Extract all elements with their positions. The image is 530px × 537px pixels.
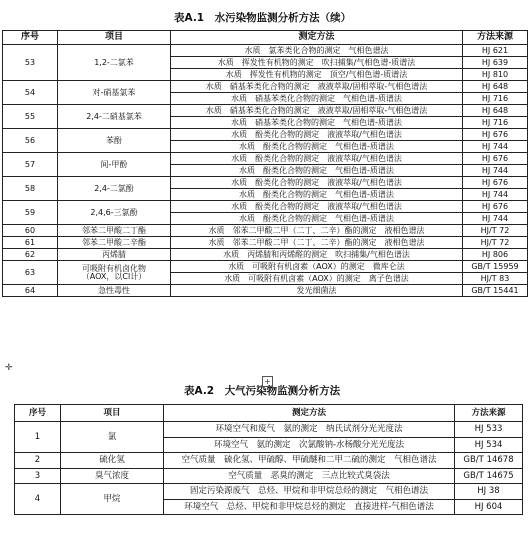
item-name bbox=[58, 201, 171, 225]
item-label: 2,4-二硝基氯苯 bbox=[86, 111, 142, 121]
table-row bbox=[3, 201, 528, 213]
source-cell: HJ 744 bbox=[463, 141, 528, 153]
method-cell: 水质 邻苯二甲酸二甲（二丁、二辛）酯的测定 液相色谱法 bbox=[171, 225, 463, 237]
row-number: 3 bbox=[15, 468, 61, 484]
table-row bbox=[3, 153, 528, 165]
table-row bbox=[3, 105, 528, 117]
column-header: 项目 bbox=[61, 405, 164, 422]
table2-title: 表A.2 大气污染物监测分析方法 bbox=[184, 385, 341, 397]
item-label: 邻苯二甲酸二丁酯 bbox=[82, 225, 146, 235]
item-label: 2,4-二氯酚 bbox=[94, 183, 134, 193]
item-name bbox=[58, 285, 171, 297]
table-row bbox=[15, 422, 523, 438]
method-cell: 环境空气 氨的测定 次氯酸钠-水杨酸分光光度法 bbox=[164, 437, 455, 453]
header-row bbox=[15, 405, 523, 422]
source-cell: HJ 38 bbox=[455, 484, 523, 500]
table-row bbox=[3, 177, 528, 189]
item-label: 甲烷 bbox=[103, 493, 121, 504]
item-name bbox=[58, 177, 171, 201]
table-row bbox=[3, 45, 528, 57]
source-cell: HJ 810 bbox=[463, 69, 528, 81]
row-number: 62 bbox=[3, 249, 58, 261]
item-name bbox=[58, 129, 171, 153]
source-cell: HJ 676 bbox=[463, 177, 528, 189]
source-cell: HJ 676 bbox=[463, 201, 528, 213]
column-header: 项目 bbox=[58, 31, 171, 45]
method-cell: 水质 可吸附有机卤素（AOX）的测定 离子色谱法 bbox=[171, 273, 463, 285]
method-cell: 水质 挥发性有机物的测定 吹扫捕集/气相色谱-质谱法 bbox=[171, 57, 463, 69]
source-cell: HJ 716 bbox=[463, 93, 528, 105]
row-number: 57 bbox=[3, 153, 58, 177]
row-number: 1 bbox=[15, 422, 61, 453]
column-header: 测定方法 bbox=[164, 405, 455, 422]
row-number: 60 bbox=[3, 225, 58, 237]
source-cell: HJ 676 bbox=[463, 153, 528, 165]
method-cell: 水质 可吸附有机卤素（AOX）的测定 微库仑法 bbox=[171, 261, 463, 273]
item-label: 丙烯腈 bbox=[102, 249, 126, 259]
move-cross-icon[interactable]: ✛ bbox=[5, 363, 13, 373]
source-cell: GB/T 15959 bbox=[463, 261, 528, 273]
table-row bbox=[3, 225, 528, 237]
table-row bbox=[15, 484, 523, 500]
method-cell: 水质 硝基苯类化合物的测定 液液萃取/固相萃取-气相色谱法 bbox=[171, 105, 463, 117]
item-name bbox=[61, 453, 164, 469]
item-name bbox=[58, 153, 171, 177]
item-label: 硫化氢 bbox=[99, 455, 125, 465]
table-row bbox=[3, 261, 528, 273]
item-label: 对-硝基氯苯 bbox=[92, 87, 136, 97]
item-name bbox=[58, 261, 171, 285]
source-cell: GB/T 14678 bbox=[455, 453, 523, 469]
source-cell: HJ 744 bbox=[463, 213, 528, 225]
row-number: 4 bbox=[15, 484, 61, 515]
table-row bbox=[15, 468, 523, 484]
method-cell: 空气质量 恶臭的测定 三点比较式臭袋法 bbox=[164, 468, 455, 484]
method-cell: 空气质量 硫化氢、甲硫醇、甲硫醚和二甲二硫的测定 气相色谱法 bbox=[164, 453, 455, 469]
method-cell: 水质 硝基苯类化合物的测定 气相色谱-质谱法 bbox=[171, 117, 463, 129]
column-header: 序号 bbox=[3, 31, 58, 45]
source-cell: HJ 648 bbox=[463, 81, 528, 93]
method-cell: 水质 酚类化合物的测定 气相色谱-质谱法 bbox=[171, 165, 463, 177]
row-number: 58 bbox=[3, 177, 58, 201]
method-cell: 水质 邻苯二甲酸二甲（二丁、二辛）酯的测定 液相色谱法 bbox=[171, 237, 463, 249]
source-cell: HJ 533 bbox=[455, 422, 523, 438]
method-cell: 水质 挥发性有机物的测定 顶空/气相色谱-质谱法 bbox=[171, 69, 463, 81]
source-cell: HJ 716 bbox=[463, 117, 528, 129]
table1-title: 表A.1 水污染物监测分析方法（续） bbox=[174, 12, 352, 24]
method-cell: 水质 酚类化合物的测定 液液萃取/气相色谱法 bbox=[171, 129, 463, 141]
table-row bbox=[3, 129, 528, 141]
air-methods-table bbox=[14, 404, 523, 515]
method-cell: 水质 氯苯类化合物的测定 气相色谱法 bbox=[171, 45, 463, 57]
source-cell: HJ 806 bbox=[463, 249, 528, 261]
source-cell: HJ 534 bbox=[455, 437, 523, 453]
row-number: 63 bbox=[3, 261, 58, 285]
source-cell: GB/T 14675 bbox=[455, 468, 523, 484]
method-cell: 水质 丙烯腈和丙烯醛的测定 吹扫捕集/气相色谱法 bbox=[171, 249, 463, 261]
method-cell: 水质 酚类化合物的测定 液液萃取/气相色谱法 bbox=[171, 153, 463, 165]
column-header: 方法来源 bbox=[463, 31, 528, 45]
table-row bbox=[3, 249, 528, 261]
item-name bbox=[58, 105, 171, 129]
table-row bbox=[3, 81, 528, 93]
source-cell: HJ 648 bbox=[463, 105, 528, 117]
source-cell: HJ/T 72 bbox=[463, 225, 528, 237]
row-number: 59 bbox=[3, 201, 58, 225]
item-name bbox=[58, 249, 171, 261]
item-label: 苯酚 bbox=[106, 135, 122, 145]
column-header: 序号 bbox=[15, 405, 61, 422]
item-name bbox=[58, 237, 171, 249]
item-name bbox=[58, 45, 171, 81]
row-number: 64 bbox=[3, 285, 58, 297]
water-methods-table bbox=[2, 30, 528, 297]
header-row bbox=[3, 31, 528, 45]
item-label: 可吸附有机卤化物 bbox=[82, 263, 146, 273]
item-label: 1,2-二氯苯 bbox=[94, 57, 134, 67]
row-number: 2 bbox=[15, 453, 61, 469]
item-label: 邻苯二甲酸二辛酯 bbox=[82, 237, 146, 247]
item-label: 急性毒性 bbox=[98, 285, 130, 295]
column-header: 测定方法 bbox=[171, 31, 463, 45]
method-cell: 水质 酚类化合物的测定 气相色谱-质谱法 bbox=[171, 141, 463, 153]
item-name bbox=[61, 468, 164, 484]
method-cell: 水质 酚类化合物的测定 气相色谱-质谱法 bbox=[171, 189, 463, 201]
row-number: 55 bbox=[3, 105, 58, 129]
method-cell: 固定污染源废气 总烃、甲烷和非甲烷总烃的测定 气相色谱法 bbox=[164, 484, 455, 500]
method-cell: 环境空气和废气 氨的测定 纳氏试剂分光光度法 bbox=[164, 422, 455, 438]
item-name bbox=[61, 484, 164, 515]
table-row bbox=[3, 285, 528, 297]
table-row bbox=[15, 453, 523, 469]
source-cell: HJ 621 bbox=[463, 45, 528, 57]
source-cell: GB/T 15441 bbox=[463, 285, 528, 297]
method-cell: 水质 酚类化合物的测定 液液萃取/气相色谱法 bbox=[171, 177, 463, 189]
row-number: 56 bbox=[3, 129, 58, 153]
method-cell: 水质 硝基苯类化合物的测定 气相色谱-质谱法 bbox=[171, 93, 463, 105]
row-number: 54 bbox=[3, 81, 58, 105]
item-label: 2,4,6-三氯酚 bbox=[90, 207, 138, 217]
item-sublabel: （AOX，以Cl计） bbox=[81, 271, 147, 281]
method-cell: 水质 硝基苯类化合物的测定 液液萃取/固相萃取-气相色谱法 bbox=[171, 81, 463, 93]
source-cell: HJ 744 bbox=[463, 165, 528, 177]
item-name bbox=[58, 225, 171, 237]
source-cell: HJ 604 bbox=[455, 499, 523, 515]
item-name bbox=[61, 422, 164, 453]
source-cell: HJ/T 83 bbox=[463, 273, 528, 285]
method-cell: 发光细菌法 bbox=[171, 285, 463, 297]
item-label: 臭气浓度 bbox=[94, 470, 129, 481]
source-cell: HJ 676 bbox=[463, 129, 528, 141]
item-name bbox=[58, 81, 171, 105]
method-cell: 水质 酚类化合物的测定 液液萃取/气相色谱法 bbox=[171, 201, 463, 213]
table-handle-icon[interactable]: + bbox=[262, 376, 273, 387]
column-header: 方法来源 bbox=[455, 405, 523, 422]
source-cell: HJ 744 bbox=[463, 189, 528, 201]
item-label: 间-甲酚 bbox=[100, 159, 128, 169]
row-number: 61 bbox=[3, 237, 58, 249]
method-cell: 环境空气 总烃、甲烷和非甲烷总烃的测定 直接进样-气相色谱法 bbox=[164, 499, 455, 515]
table-row bbox=[3, 237, 528, 249]
item-label: 氯 bbox=[107, 431, 117, 442]
source-cell: HJ/T 72 bbox=[463, 237, 528, 249]
row-number: 53 bbox=[3, 45, 58, 81]
source-cell: HJ 639 bbox=[463, 57, 528, 69]
method-cell: 水质 酚类化合物的测定 气相色谱-质谱法 bbox=[171, 213, 463, 225]
